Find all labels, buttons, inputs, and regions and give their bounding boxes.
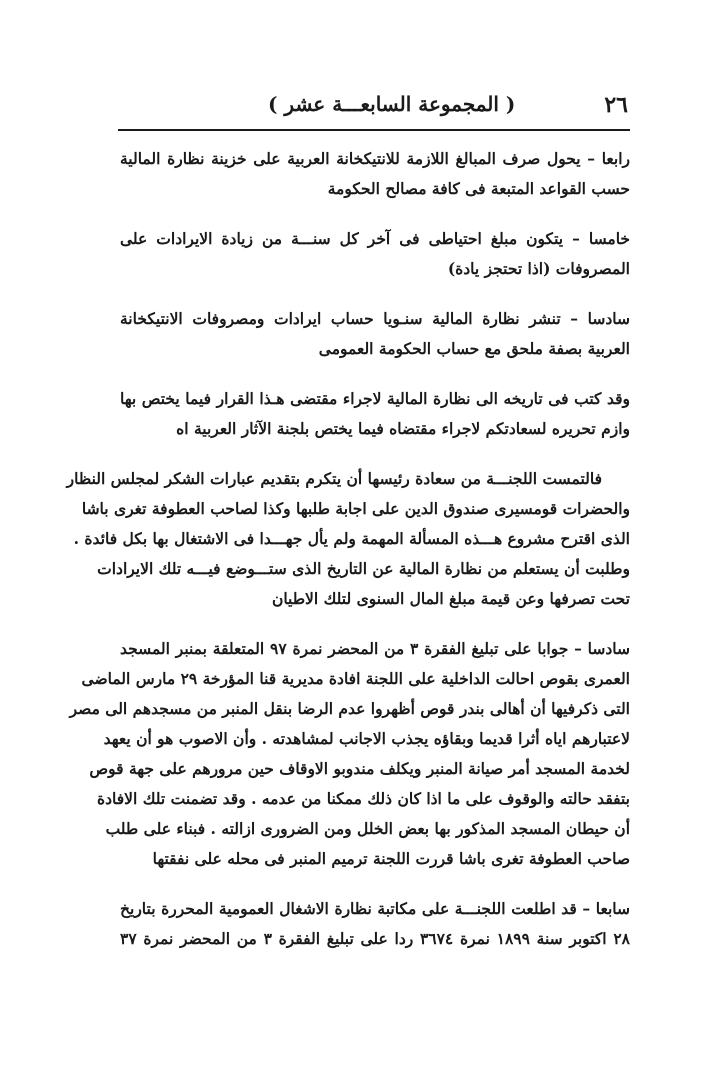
text-line: سادسا – تنشر نظارة المالية سنـويا حساب ايرادات ومصروفات الانتيكخانة [120,309,630,328]
text-line: ٢٨ اكتوبر سنة ١٨٩٩ نمرة ٣٦٧٤ ردا على تبليغ الفقرة ٣ من المحضر نمرة ٣٧ [120,929,630,948]
page-header [118,86,630,126]
document-body [66,144,630,974]
text-line: العربية بصفة ملحق مع حساب الحكومة العمومى [318,339,630,358]
text-line: الذى اقترح مشروع هـــذه المسألة المهمة ولم يأل جهـــدا فى الاشتغال بها بكل فائدة . [73,529,630,548]
text-line: رابعا – يحول صرف المبالغ اللازمة للانتيكخانة العربية على خزينة نظارة المالية [120,149,630,168]
paragraph-khamisan [120,224,630,284]
text-line: وطلبت أن يستعلم من نظارة المالية عن التاريخ الذى ستـــوضع فيـــه تلك الايرادات [97,559,630,578]
paragraph-sadisan-2 [69,634,630,874]
text-line: العمرى بقوص احالت الداخلية على اللجنة افادة مديرية قنا المؤرخة ٢٩ مارس الماضى [81,669,630,688]
paragraph-sabian [120,894,630,954]
text-line: بتفقد حالته والوقوف على ما اذا كان ذلك ممكنا من عدمه . وقد تضمنت تلك الافادة [97,789,630,808]
text-line: التى ذكرفيها أن أهالى بندر قوص أظهروا عدم الرضا بنقل المنبر من مسجدهم الى مصر [69,699,630,718]
text-line: حسب القواعد المتبعة فى كافة مصالح الحكومة [327,179,630,198]
text-line: سادسا – جوابا على تبليغ الفقرة ٣ من المحضر نمرة ٩٧ المتعلقة بمنبر المسجد [120,639,630,658]
text-line: وقد كتب فى تاريخه الى نظارة المالية لاجراء مقتضى هـذا القرار فيما يختص بها [120,389,630,408]
paragraph-rabian [120,144,630,204]
text-line: أن حيطان المسجد المذكور بها بعض الخلل ومن الضرورى ازالته . فبناء على طلب [105,819,630,838]
text-line: خامسا – يتكون مبلغ احتياطى فى آخر كل سنـــة من زيادة الايرادات على [120,229,630,248]
text-line: وازم تحريره لسعادتكم لاجراء مقتضاه فيما يختص بلجنة الآثار العربية اه [176,419,630,438]
running-title: ( المجموعة السابعـــة عشر ) [268,92,516,116]
text-line: صاحب العطوفة تغرى باشا قررت اللجنة ترميم المنبر فى محله على نفقتها [152,849,630,868]
text-line: لاعتبارهم اياه أثرا قديما وبقاؤه يجذب الاجانب لمشاهدته . وأن الاصوب هو أن يعهد [103,729,630,748]
text-line: والحضرات قومسيرى صندوق الدين على اجابة طلبها وكذا لصاحب العطوفة تغرى باشا [81,499,630,518]
text-line: سابعا – قد اطلعت اللجنـــة على مكاتبة نظارة الاشغال العمومية المحررة بتاريخ [120,899,630,918]
page-number: ٢٦ [604,92,628,118]
paragraph-committee-thanks [66,464,630,614]
text-line: المصروفات (اذا تحتجز يادة) [447,259,630,278]
text-line: تحت تصرفها وعن قيمة مبلغ المال السنوى لتلك الاطيان [271,589,630,608]
paragraph-correspondence [120,384,630,444]
text-line: لخدمة المسجد أمر صيانة المنبر ويكلف مندوبو الاوقاف حين مرورهم على جهة قوص [89,759,630,778]
paragraph-sadisan-1 [120,304,630,364]
text-line: فالتمست اللجنـــة من سعادة رئيسها أن يتكرم بتقديم عبارات الشكر لمجلس النظار [66,469,602,488]
header-rule [118,129,630,131]
